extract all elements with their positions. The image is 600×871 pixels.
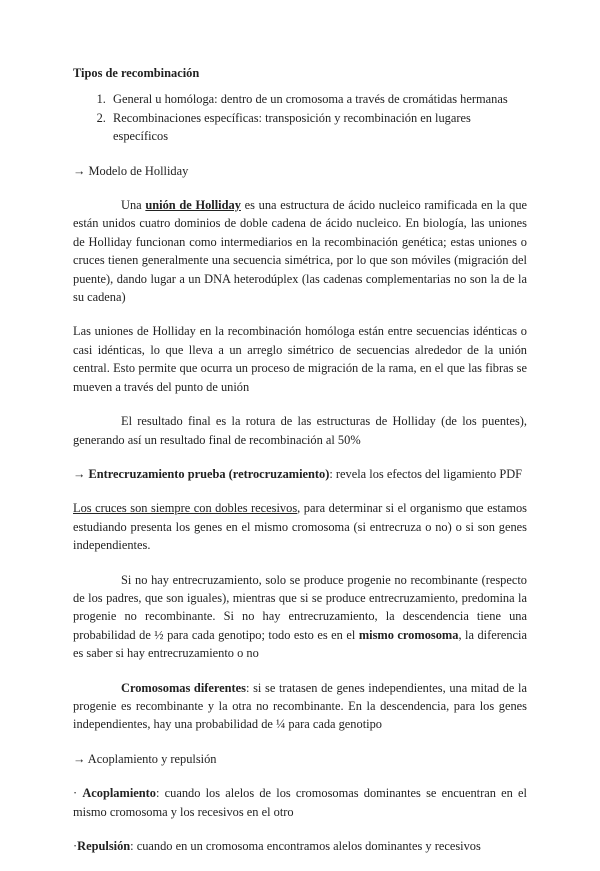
text-span: : si se tratasen de genes independientes, una mitad de la progenie es recombinante y la otra no recombinante. En la descendencia, para los genes independientes, hay una probabilidad de ¼ para cada genotipo xyxy=(73,680,528,732)
document-page xyxy=(73,64,527,871)
bullet-dot: · xyxy=(73,839,78,853)
text-span: , la diferencia es saber si hay entrecruzamiento o no xyxy=(73,627,527,661)
bold-term: Repulsión xyxy=(77,839,131,853)
arrow-text: → xyxy=(73,466,89,481)
list-item: 2. Recombinaciones específicas: transposición y recombinación en lugares específicos xyxy=(109,109,527,146)
underlined-term: unión de Holliday xyxy=(145,198,241,213)
holliday-paragraph-3: El resultado final es la rotura de las estructuras de Holliday (de los puentes), generando así un resultado final de recombinación al 50% xyxy=(73,414,527,447)
entrecruzamiento-paragraph-3 xyxy=(73,679,527,734)
recombination-types-list xyxy=(73,90,527,145)
text-span: : cuando los alelos de los cromosomas dominantes se encuentran en el mismo cromosoma y los recesivos en el otro xyxy=(73,786,527,819)
bold-term xyxy=(145,198,241,212)
text-span: Si no hay entrecruzamiento, solo se produce progenie no recombinante (respecto de los padres, que son iguales), mientras que si se produce entrecruzamiento, predomina la progenie no recombinante. Si no hay entrecruzamiento, la descendencia tiene una probabilidad de ½ para cada genotipo; todo esto es en el xyxy=(73,572,527,642)
text-span: Una xyxy=(121,198,146,213)
entrecruzamiento-paragraph-1 xyxy=(73,499,527,554)
bold-term: Entrecruzamiento prueba (retrocruzamiento) xyxy=(88,466,330,481)
bold-term: Acoplamiento xyxy=(82,786,156,801)
repulsion-paragraph xyxy=(73,837,527,855)
holliday-heading: → Modelo de Holliday xyxy=(73,163,189,178)
underlined-term: Los cruces son siempre con dobles recesivos xyxy=(73,501,298,516)
text-span: , para determinar si el organismo que estamos estudiando presenta los genes en el mismo cromosoma (si entrecruza o no) o si son genes independientes. xyxy=(73,501,528,553)
acoplamiento-paragraph xyxy=(73,784,527,821)
text-span: es una estructura de ácido nucleico ramificada en la que están unidos cuatro dominios de doble cadena de ácido nucleico. En biología, las uniones de Holliday funcionan como intermediarios en la recombinación genética; estas uniones o cruces tienen generalmente una secuencia simétrica, por lo que son móviles (migración del puente), dando lugar a un DNA heterodúplex (las cadenas complementarias no son la de la su cadena) xyxy=(73,198,528,305)
section-title: Tipos de recombinación xyxy=(73,66,200,80)
holliday-paragraph-2: Las uniones de Holliday en la recombinación homóloga están entre secuencias idénticas o casi idénticas, lo que lleva a un arreglo simétrico de secuencias alrededor de la unión central. Esto permite que ocurra un proceso de migración de la rama, en el que las fibras se mueven a través del punto de unión xyxy=(73,324,527,394)
acoplamiento-heading: → Acoplamiento y repulsión xyxy=(73,751,217,766)
text-span: : cuando en un cromosoma encontramos alelos dominantes y recesivos xyxy=(130,839,481,853)
holliday-paragraph-1 xyxy=(73,196,527,306)
bullet-dot: · xyxy=(73,786,83,801)
entrecruzamiento-paragraph-2 xyxy=(73,571,527,663)
bold-term: Cromosomas diferentes xyxy=(121,680,247,695)
entrecruzamiento-heading xyxy=(73,465,527,483)
bold-term: mismo cromosoma xyxy=(358,627,459,642)
list-item: 1. General u homóloga: dentro de un cromosoma a través de cromátidas hermanas xyxy=(109,90,527,108)
text-span: : revela los efectos del ligamiento PDF xyxy=(329,466,523,481)
